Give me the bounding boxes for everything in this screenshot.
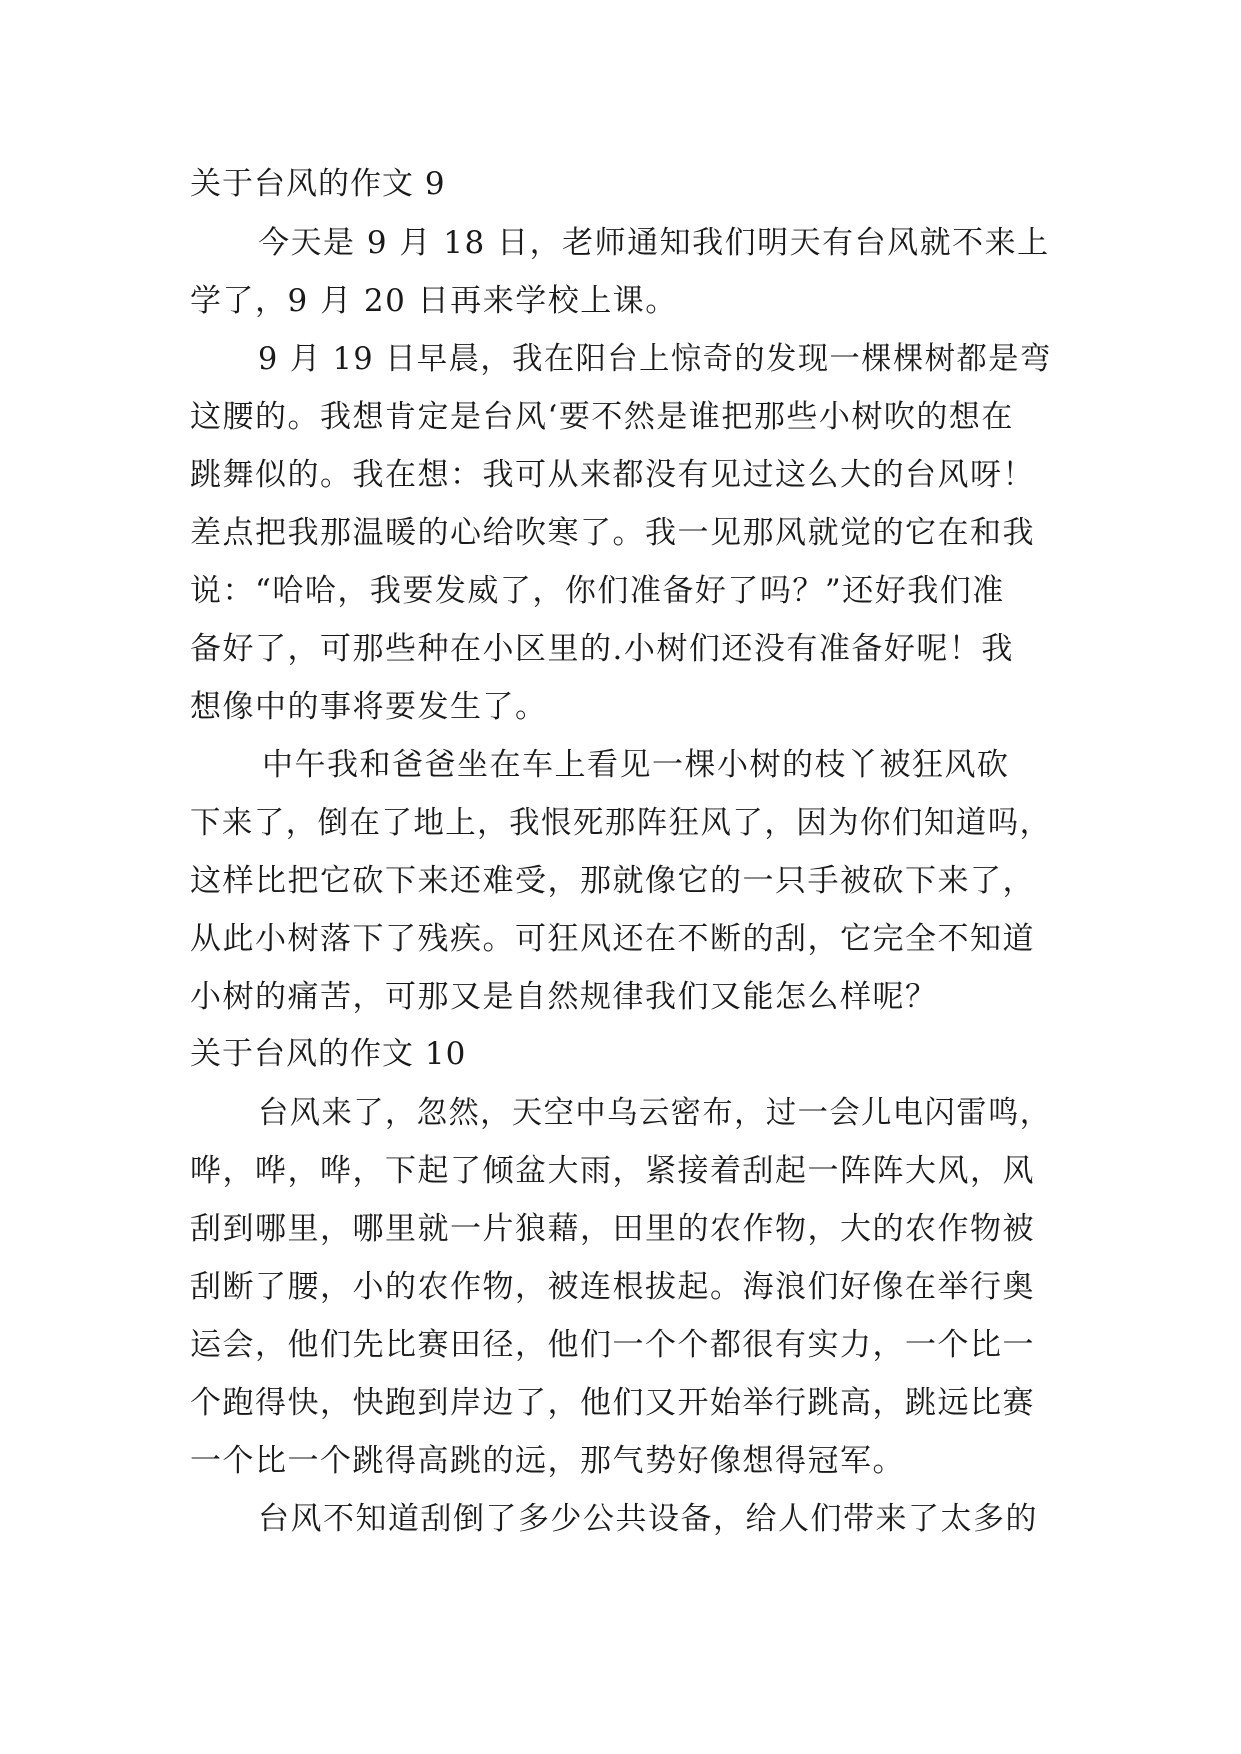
paragraph-line: 9 月 19 日早晨，我在阳台上惊奇的发现一棵棵树都是弯 — [258, 341, 1052, 377]
section-heading: 关于台风的作文 9 — [190, 166, 446, 202]
paragraph-line: 哗，哗，哗，下起了倾盆大雨，紧接着刮起一阵阵大风，风 — [190, 1153, 1035, 1189]
paragraph-line: 从此小树落下了残疾。可狂风还在不断的刮，它完全不知道 — [190, 921, 1035, 957]
paragraph-line: 说：“哈哈，我要发威了，你们准备好了吗？”还好我们准 — [190, 573, 1005, 609]
paragraph-line: 刮断了腰，小的农作物，被连根拔起。海浪们好像在举行奥 — [190, 1269, 1035, 1305]
section-heading: 关于台风的作文 10 — [190, 1036, 467, 1072]
paragraph-line: 中午我和爸爸坐在车上看见一棵小树的枝丫被狂风砍 — [262, 747, 1010, 783]
paragraph-line: 跳舞似的。我在想：我可从来都没有见过这么大的台风呀！ — [190, 457, 1035, 493]
paragraph-line: 今天是 9 月 18 日，老师通知我们明天有台风就不来上 — [258, 225, 1050, 261]
paragraph-line: 这样比把它砍下来还难受，那就像它的一只手被砍下来了， — [190, 863, 1035, 899]
paragraph-line: 这腰的。我想肯定是台风‘要不然是谁把那些小树吹的想在 — [190, 399, 1014, 435]
paragraph-line: 小树的痛苦，可那又是自然规律我们又能怎么样呢？ — [190, 979, 938, 1015]
paragraph-line: 想像中的事将要发生了。 — [190, 689, 548, 725]
paragraph-line: 学了，9 月 20 日再来学校上课。 — [190, 283, 678, 319]
paragraph-line: 个跑得快，快跑到岸边了，他们又开始举行跳高，跳远比赛 — [190, 1385, 1035, 1421]
paragraph-line: 刮到哪里，哪里就一片狼藉，田里的农作物，大的农作物被 — [190, 1211, 1035, 1247]
paragraph-line: 一个比一个跳得高跳的远，那气势好像想得冠军。 — [190, 1443, 905, 1479]
paragraph-line: 差点把我那温暖的心给吹寒了。我一见那风就觉的它在和我 — [190, 515, 1035, 551]
paragraph-line: 台风不知道刮倒了多少公共设备，给人们带来了太多的 — [258, 1501, 1038, 1537]
paragraph-line: 下来了，倒在了地上，我恨死那阵狂风了，因为你们知道吗， — [190, 805, 1052, 841]
paragraph-line: 台风来了，忽然，天空中乌云密布，过一会儿电闪雷鸣， — [258, 1095, 1052, 1131]
paragraph-line: 运会，他们先比赛田径，他们一个个都很有实力，一个比一 — [190, 1327, 1035, 1363]
paragraph-line: 备好了，可那些种在小区里的.小树们还没有准备好呢！我 — [190, 631, 1014, 667]
